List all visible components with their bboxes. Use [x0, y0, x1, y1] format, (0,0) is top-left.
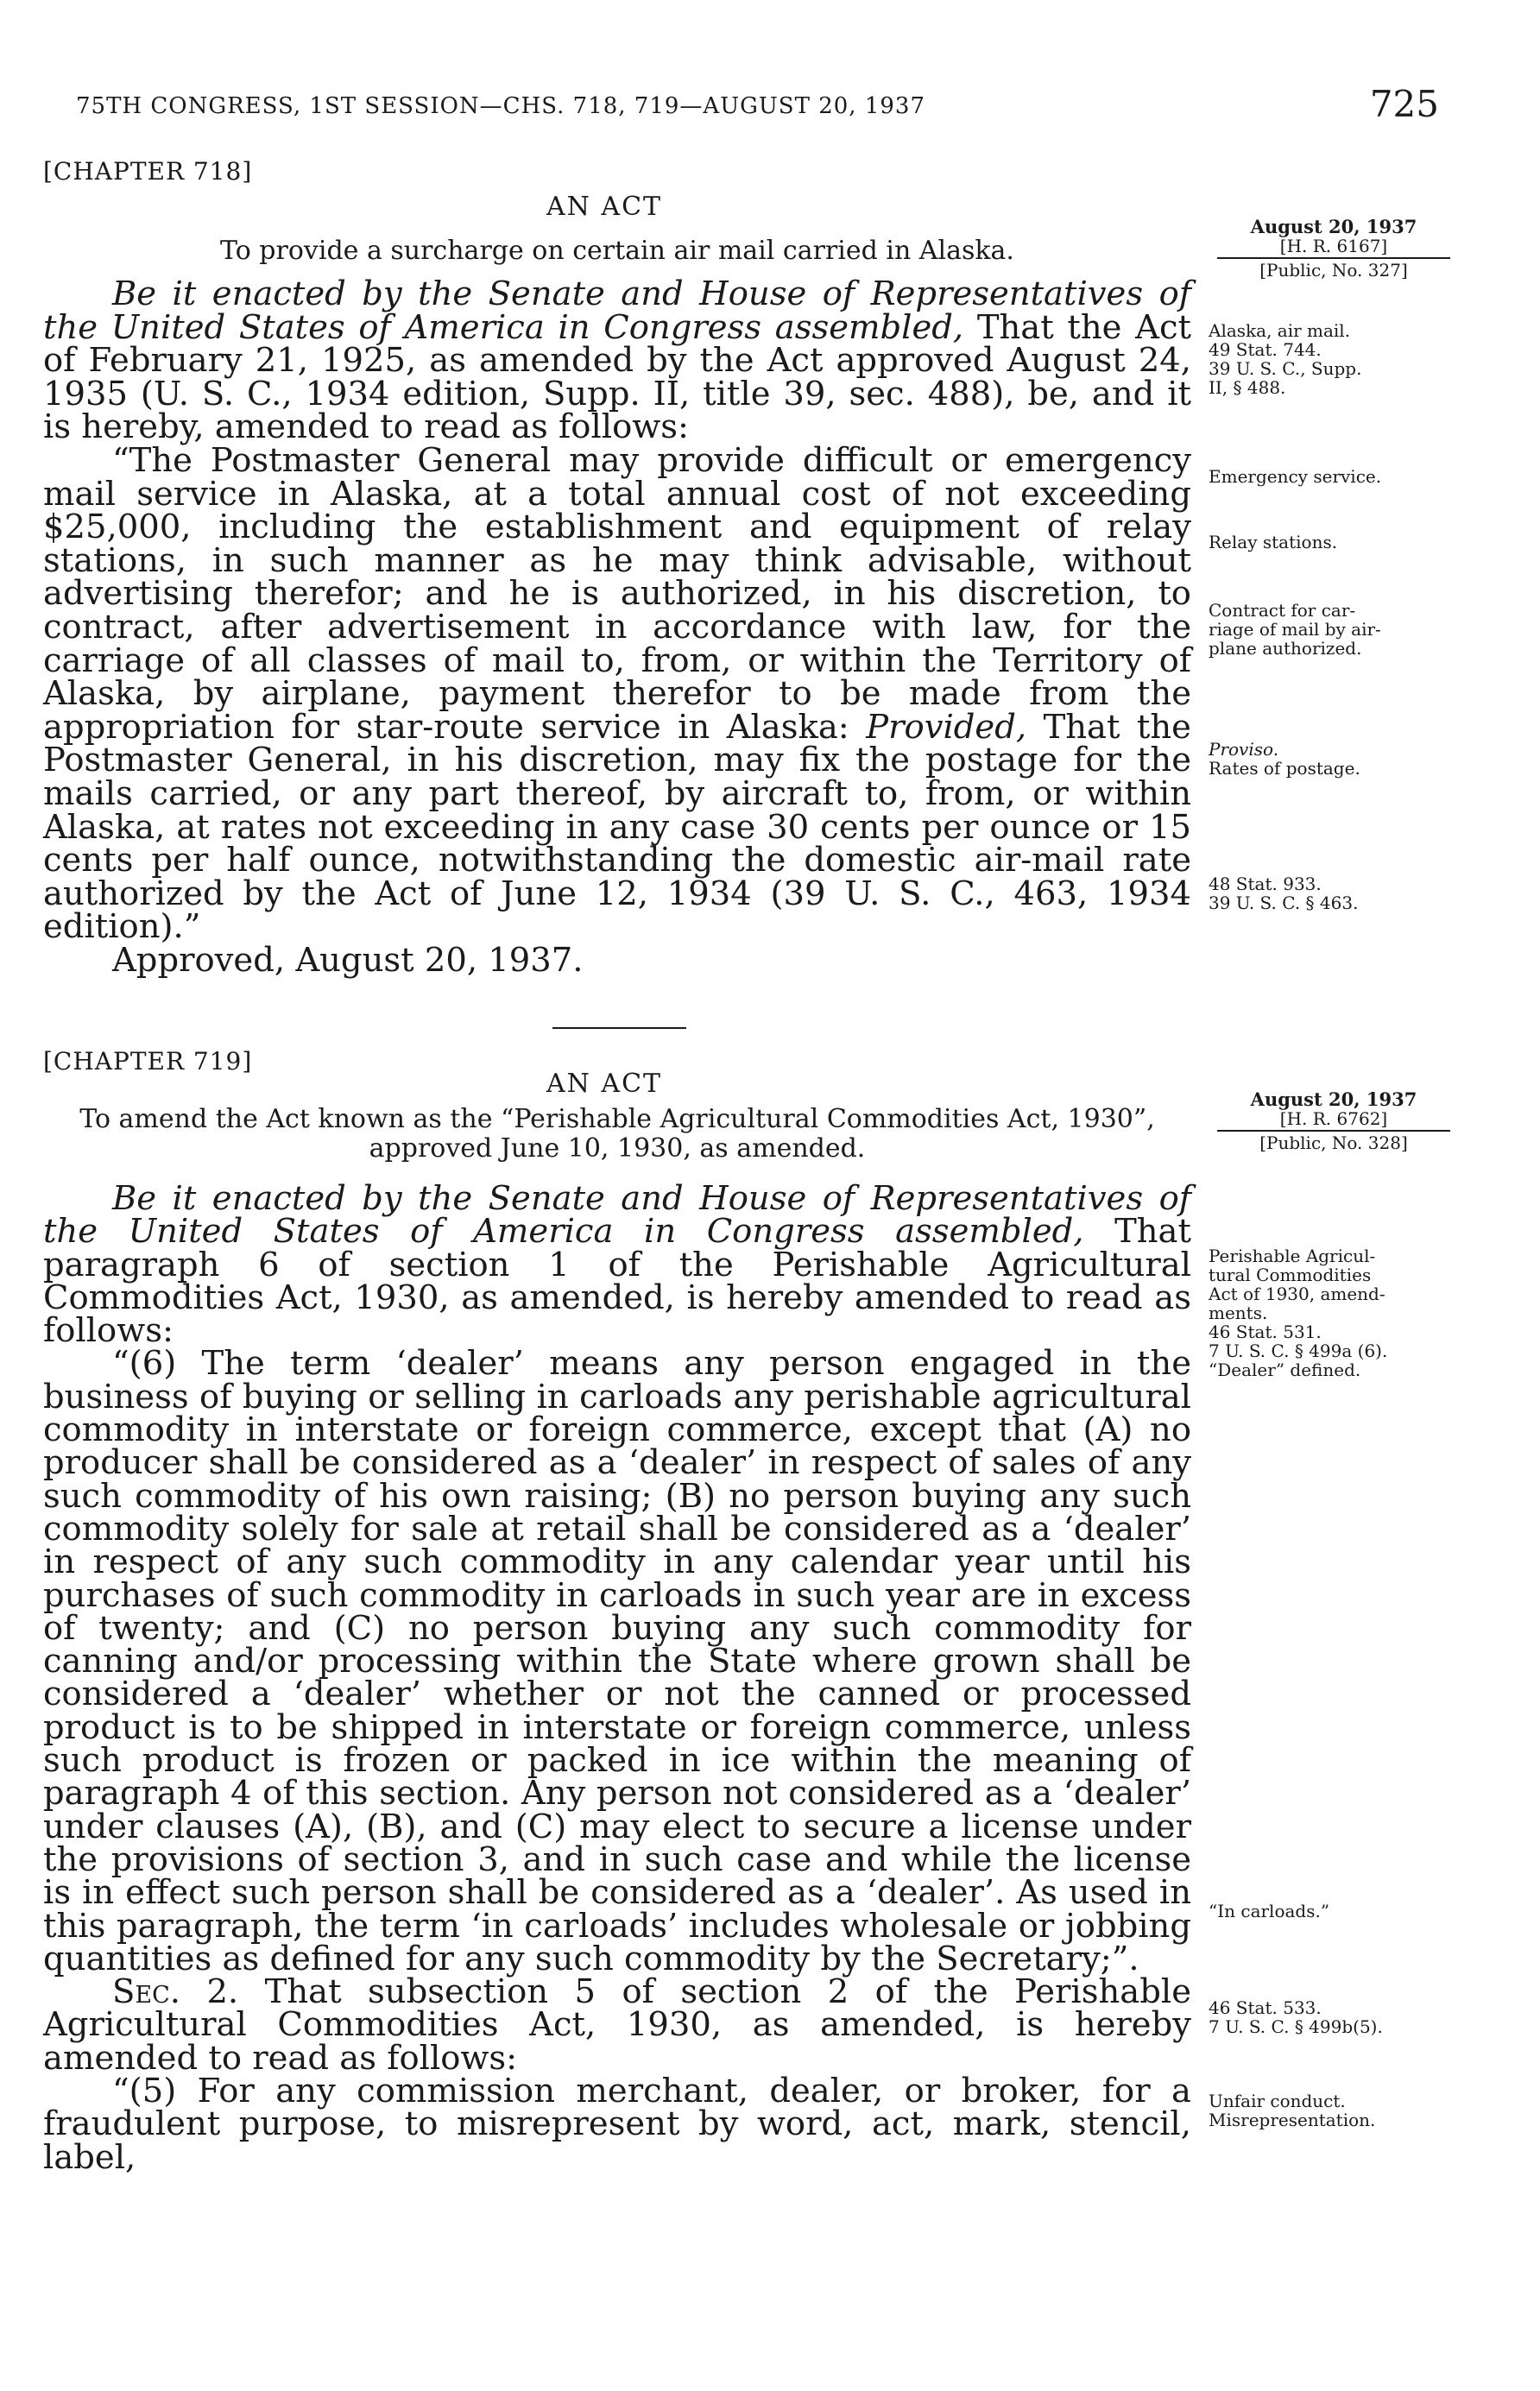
side-note-contract	[1209, 601, 1459, 658]
section-2-text: That subsection 5 of section 2 of the Perishable Agricultural Commodities Act, 1930, as amended, is hereby amended to read as follows:	[43, 1972, 1191, 2078]
side-note-perishable-commodities	[1209, 1246, 1459, 1379]
side-note-line: “Dealer” defined.	[1209, 1360, 1361, 1380]
side-note-line: Alaska, air mail.	[1209, 320, 1351, 341]
side-note-line: 7 U. S. C. § 499a (6).	[1209, 1341, 1388, 1361]
chapter-719-side-heading	[1217, 1090, 1450, 1152]
chapter-719-public-law: [Public, No. 328]	[1217, 1130, 1450, 1152]
chapter-718-enacting	[43, 274, 1191, 447]
side-note-relay-stations: Relay stations.	[1209, 532, 1338, 552]
enacting-clause: Be it enacted by the Senate and House of Representatives of the United States of America in Congress assembled,	[43, 1179, 1191, 1252]
chapter-718-body	[43, 274, 1191, 980]
side-note-unfair-conduct	[1209, 2091, 1459, 2129]
side-note-line: Act of 1930, amend-	[1209, 1284, 1385, 1304]
side-note-line: 48 Stat. 933.	[1209, 874, 1322, 894]
chapter-719-paragraph-6: “(6) The term ‘dealer’ means any person engaged in the business of buying or selling in carloads any perishable agricultural commodity in interstate or foreign commerce, except that (A) no producer shall be considered as a ‘dealer’ in respect of sales of any such commodity of his own raising; (B) no person buying any such commodity solely for sale at retail shall be considered as a ‘dealer’ in respect of any such commodity in any calendar year until his purchases of such commodity in carloads in such year are in excess of twenty; and (C) no person buying any such commodity for canning and/or processing within the State where grown shall be considered a ‘dealer’ whether or not the canned or processed product is to be shipped in interstate or foreign commerce, unless such product is frozen or packed in ice within the meaning of paragraph 4 of this section. Any person not considered as a ‘dealer’ under clauses (A), (B), and (C) may elect to secure a license under the provisions of section 3, and in such case and while the license is in effect such person shall be considered as a ‘dealer’. As used in this paragraph, the term ‘in carloads’ includes wholesale or jobbing quantities as defined for any such commodity by the Secretary;”.	[43, 1344, 1191, 1978]
side-note-line: 46 Stat. 533.	[1209, 1997, 1322, 2018]
chapter-718-paragraph-1: That the Act of February 21, 1925, as amended by the Act approved August 24, 1935 (U. S. C., 1934 edition, Supp. II, title 39, sec. 488), be, and it is hereby, amended to read as follows:	[43, 307, 1191, 447]
side-note-emergency-service: Emergency service.	[1209, 466, 1382, 487]
chapter-719-label: [CHAPTER 719]	[43, 1047, 253, 1076]
section-2-lead: Sec. 2.	[112, 1972, 239, 2012]
side-note-line: Perishable Agricul-	[1209, 1246, 1376, 1266]
side-note-line: tural Commodities	[1209, 1265, 1372, 1285]
side-note-in-carloads: “In carloads.”	[1209, 1901, 1330, 1921]
side-note-line: Rates of postage.	[1209, 758, 1360, 779]
chapter-718-paragraph-2b: That the Postmaster General, in his discretion, may fix the postage for the mails carried, or any part thereof, by aircraft to, from, or within Alaska, at rates not exceeding in any case 30 cents per ounce or 15 cents per half ounce, notwithstanding the domestic air-mail rate authorized by the Act of June 12, 1934 (39 U. S. C., 463, 1934 edition).”	[43, 707, 1191, 947]
chapter-718-act-title: AN ACT	[546, 192, 663, 222]
chapter-718-paragraph-2	[43, 440, 1191, 947]
side-note-line: 46 Stat. 531.	[1209, 1322, 1322, 1342]
page-number: 725	[1369, 83, 1439, 125]
side-note-line: ments.	[1209, 1303, 1268, 1323]
chapter-719-enacting	[43, 1179, 1191, 1351]
side-note-line: Contract for car-	[1209, 600, 1356, 621]
side-note-alaska-air-mail	[1209, 321, 1459, 397]
chapter-718-approved: Approved, August 20, 1937.	[112, 940, 584, 980]
side-note-stat-references	[1209, 874, 1459, 912]
side-note-line: Misrepresentation.	[1209, 2110, 1376, 2130]
chapter-719-purpose-line-1: To amend the Act known as the “Perishable Agricultural Commodities Act, 1930”,	[79, 1104, 1155, 1134]
chapter-719-section-2	[43, 1972, 1191, 2078]
side-note-line: 39 U. S. C., Supp.	[1209, 358, 1362, 379]
chapter-718-public-law: [Public, No. 327]	[1217, 257, 1450, 280]
chapter-718-date: August 20, 1937	[1250, 216, 1417, 237]
side-note-line: Unfair conduct.	[1209, 2091, 1346, 2111]
chapter-718-label: [CHAPTER 718]	[43, 157, 253, 186]
chapter-719-purpose	[43, 1105, 1191, 1164]
side-note-line: Proviso.	[1209, 739, 1279, 760]
side-note-stat-references-2	[1209, 1998, 1459, 2036]
chapter-719-bill: [H. R. 6762]	[1279, 1108, 1388, 1129]
side-note-proviso	[1209, 740, 1459, 778]
chapter-719-body	[43, 1179, 1191, 2177]
side-note-line: 39 U. S. C. § 463.	[1209, 893, 1359, 913]
chapter-718-side-heading	[1217, 218, 1450, 280]
running-head: 75TH CONGRESS, 1ST SESSION—CHS. 718, 719—AUGUST 20, 1937	[76, 93, 926, 119]
chapter-719-purpose-line-2: approved June 10, 1930, as amended.	[369, 1133, 866, 1164]
side-note-line: II, § 488.	[1209, 377, 1286, 398]
side-note-line: 49 Stat. 744.	[1209, 339, 1322, 360]
chapter-719-paragraph-5: “(5) For any commission merchant, dealer, or broker, for a fraudulent purpose, to misrepresent by word, act, mark, stencil, label,	[43, 2072, 1191, 2177]
chapter-718-bill: [H. R. 6167]	[1279, 236, 1388, 256]
chapter-718-paragraph-2a: “The Postmaster General may provide difficult or emergency mail service in Alaska, at a total annual cost of not exceeding $25,000, including the establishment and equipment of relay stations, in such manner as he may think advisable, without advertising therefor; and he is authorized, in his discretion, to contract, after advertisement in accordance with law, for the carriage of all classes of mail to, from, or within the Territory of Alaska, by airplane, payment therefor to be made from the appropriation for star-route service in Alaska:	[43, 440, 1191, 747]
chapter-719-date: August 20, 1937	[1250, 1088, 1417, 1110]
chapter-719-paragraph-1: That paragraph 6 of section 1 of the Perishable Agricultural Commodities Act, 1930, as amended, is hereby amended to read as follows:	[43, 1212, 1191, 1351]
proviso-word: Provided,	[866, 707, 1027, 747]
section-divider	[552, 1027, 686, 1029]
chapter-718-purpose: To provide a surcharge on certain air mail carried in Alaska.	[220, 236, 1014, 266]
side-note-line: riage of mail by air-	[1209, 619, 1381, 640]
enacting-clause: Be it enacted by the Senate and House of Representatives of the United States of America in Congress assembled,	[43, 274, 1191, 347]
chapter-719-act-title: AN ACT	[546, 1069, 663, 1099]
side-note-line: plane authorized.	[1209, 638, 1362, 659]
side-note-line: 7 U. S. C. § 499b(5).	[1209, 2016, 1383, 2037]
